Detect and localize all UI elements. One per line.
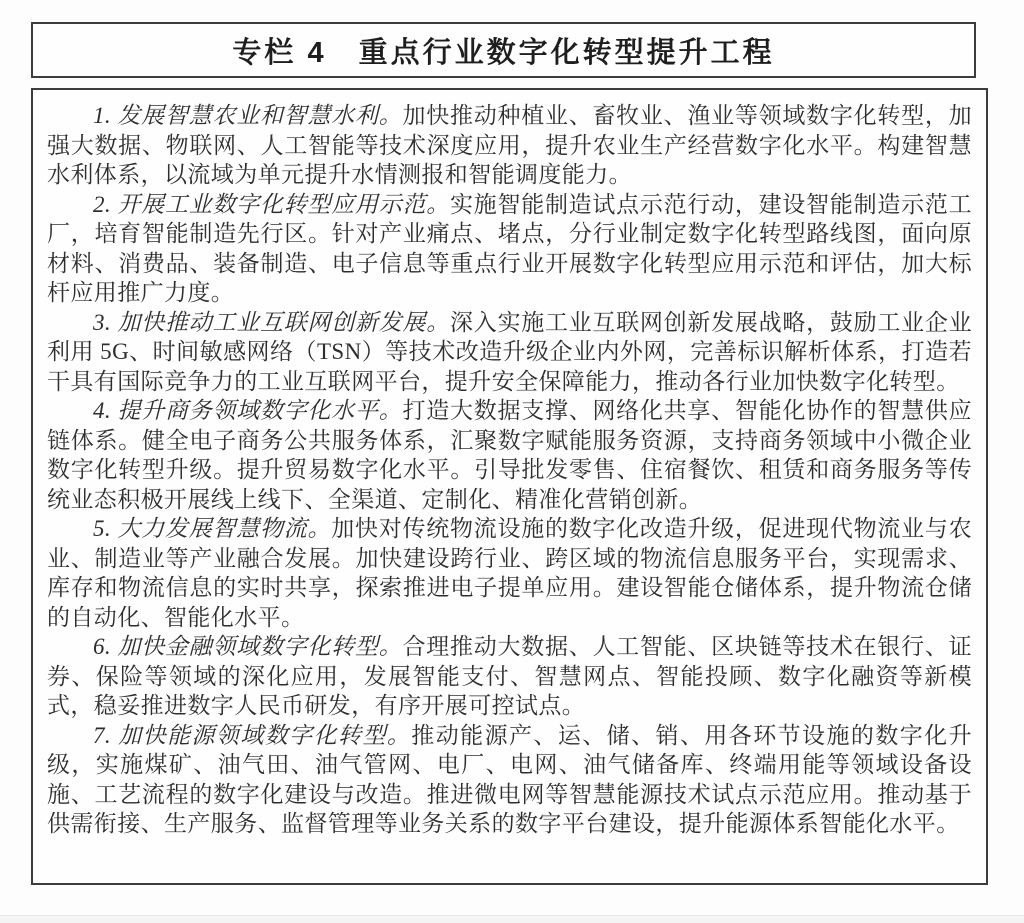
clause-2-lead: 2. 开展工业数字化转型应用示范。 <box>93 191 450 217</box>
column-body-box <box>31 88 988 885</box>
clause-5-text: 加快对传统物流设施的数字化改造升级，促进现代物流业与农业、制造业等产业融合发展。加快建设跨行业、跨区域的物流信息服务平台，实现需求、库存和物流信息的实时共享，探索推进电子提单应用。建设智能仓储体系，提升物流仓储的自动化、智能化水平。 <box>47 516 972 630</box>
clause-item-7 <box>47 721 972 839</box>
clause-item-6 <box>47 632 972 721</box>
clause-2-text: 实施智能制造试点示范行动，建设智能制造示范工厂，培育智能制造先行区。针对产业痛点、堵点，分行业制定数字化转型路线图，面向原材料、消费品、装备制造、电子信息等重点行业开展数字化转型应用示范和评估，加大标杆应用推广力度。 <box>47 191 972 305</box>
clause-3-lead: 3. 加快推动工业互联网创新发展。 <box>93 309 450 335</box>
clause-item-1 <box>47 101 972 190</box>
column-title: 专栏 4 重点行业数字化转型提升工程 <box>232 36 775 69</box>
clause-1-text: 加快推动种植业、畜牧业、渔业等领域数字化转型，加强大数据、物联网、人工智能等技术深度应用，提升农业生产经营数字化水平。构建智慧水利体系，以流域为单元提升水情测报和智能调度能力。 <box>47 103 973 187</box>
column-title-box <box>31 22 976 78</box>
clause-6-text: 合理推动大数据、人工智能、区块链等技术在银行、证券、保险等领域的深化应用，发展智能支付、智慧网点、智能投顾、数字化融资等新模式，稳妥推进数字人民币研发，有序开展可控试点。 <box>47 634 973 718</box>
clause-3-text: 深入实施工业互联网创新发展战略，鼓励工业企业利用 5G、时间敏感网络（TSN）等技术改造升级企业内外网，完善标识解析体系，打造若干具有国际竞争力的工业互联网平台，提升安全保障能力，推动各行业加快数字化转型。 <box>47 309 972 394</box>
clause-item-5 <box>47 514 972 632</box>
clause-7-text: 推动能源产、运、储、销、用各环节设施的数字化升级，实施煤矿、油气田、油气管网、电厂、电网、油气储备库、终端用能等领域设备设施、工艺流程的数字化建设与改造。推进微电网等智慧能源技术试点示范应用。推动基于供需衔接、生产服务、监督管理等业务关系的数字平台建设，提升能源体系智能化水平。 <box>47 722 972 836</box>
clause-5-lead: 5. 大力发展智慧物流。 <box>93 516 332 541</box>
clause-item-3 <box>47 308 972 397</box>
clause-4-lead: 4. 提升商务领域数字化水平。 <box>93 398 403 423</box>
clause-1-lead: 1. 发展智慧农业和智慧水利。 <box>93 103 403 128</box>
page-bottom-strip <box>0 915 1024 923</box>
clause-7-lead: 7. 加快能源领域数字化转型。 <box>93 722 412 748</box>
clause-item-2 <box>47 190 972 308</box>
clause-6-lead: 6. 加快金融领域数字化转型。 <box>93 634 403 659</box>
clause-4-text: 打造大数据支撑、网络化共享、智能化协作的智慧供应链体系。健全电子商务公共服务体系，汇聚数字赋能服务资源，支持商务领域中小微企业数字化转型升级。提升贸易数字化水平。引导批发零售、住宿餐饮、租赁和商务服务等传统业态积极开展线上线下、全渠道、定制化、精准化营销创新。 <box>47 398 973 512</box>
clause-item-4 <box>47 396 972 514</box>
